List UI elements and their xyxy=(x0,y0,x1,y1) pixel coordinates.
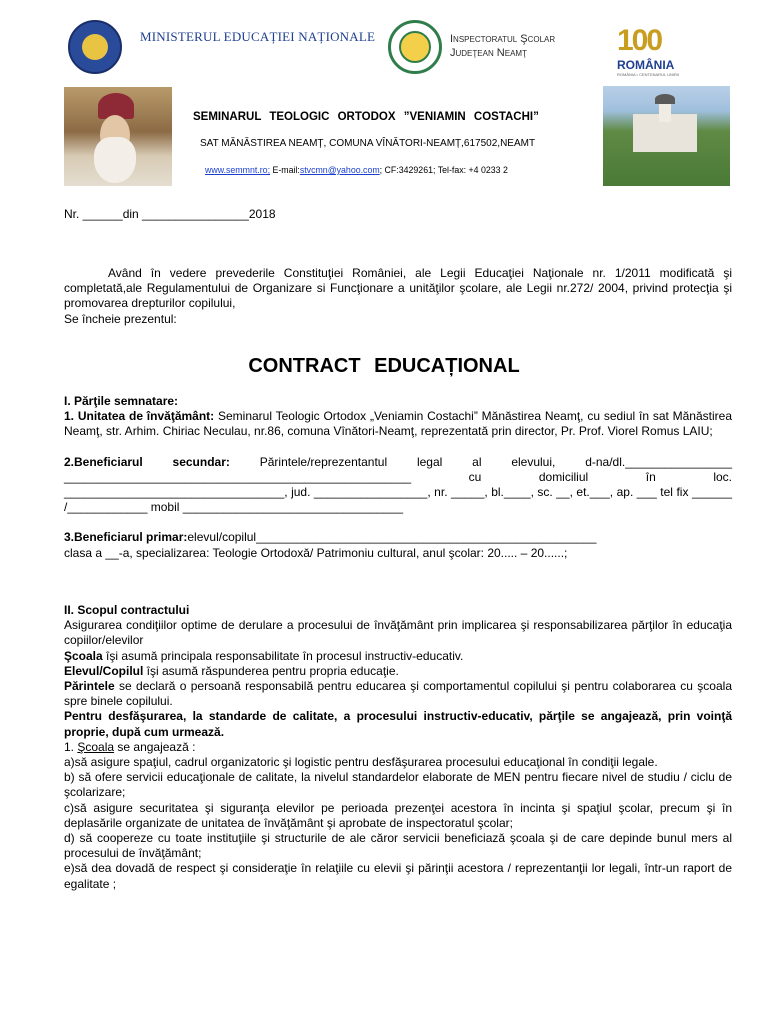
commitment-item-d: d) să coopereze cu toate instituţiile şi structurile de ale căror servicii beneficiază şcoala şi de care depinde bunul mers al procesului de învăţământ; xyxy=(64,831,732,861)
institution-contact xyxy=(205,165,508,175)
party-2 xyxy=(64,455,732,516)
school-responsibility xyxy=(64,649,732,664)
commit-rest: se angajează : xyxy=(114,739,196,754)
centenary-word: ROMÂNIA xyxy=(617,58,675,72)
government-seal-logo xyxy=(68,20,122,74)
party-3-class: clasa a __-a, specializarea: Teologie Ortodoxă/ Patrimoniu cultural, anul şcolar: 20..... – 20......; xyxy=(64,545,568,560)
inspectorate-line-2: Judeţean Neamţ xyxy=(450,47,527,59)
centenary-subtitle: ROMÂNIA • CENTENARUL UNIRII xyxy=(617,72,680,77)
email-link[interactable]: stvcmn@yahoo.com xyxy=(299,165,380,175)
commitment-item-c: c)să asigure securitatea şi siguranţa elevilor pe perioada prezenţei acestora în incinta şi spaţiul şcolar, precum şi în deplasările organizate de unitatea de învăţământ şi aprobate de inspectoratul şcolar; xyxy=(64,800,732,830)
intro-text: Având în vedere prevederile Constituţiei României, ale Legii Educaţiei Naţionale nr. 1/2011 modificată şi completată,ale Regulamentului de Organizare si Funcţionare a unităţilor şcolare, ale Legii nr.272/ 2004, privind protecţia şi promovarea drepturilor copilului, xyxy=(64,266,732,311)
contact-details: ; CF:3429261; Tel-fax: +4 0233 2 xyxy=(379,165,508,175)
parties-heading: I. Părţile semnatare: xyxy=(64,394,179,408)
party-1-label: 1. Unitatea de învăţământ: xyxy=(64,409,215,424)
inspectorate-logo xyxy=(388,20,442,74)
party-1 xyxy=(64,409,732,439)
commit-number: 1. xyxy=(64,739,78,754)
institution-address: SAT MĂNĂSTIREA NEAMȚ, COMUNA VÎNĂTORI-NEAMȚ,617502,NEAMT xyxy=(200,138,536,149)
inspectorate-name xyxy=(450,32,555,60)
student-text: îşi asumă răspunderea pentru propria educaţie. xyxy=(143,663,399,678)
monastery-photo xyxy=(603,86,730,186)
commitment-item-e: e)să dea dovadă de respect şi consideraţie în relaţiile cu elevii şi părinţii acestora / reprezentanţii lor legali, într-un raport de egalitate ; xyxy=(64,861,732,891)
scope-text: Asigurarea condiţiilor optime de derulare a procesului de învăţământ prin implicarea şi responsabilizarea părţilor în educaţia copiilor/elevilor xyxy=(64,618,732,648)
centenary-number: 100 xyxy=(617,24,662,57)
student-responsibility xyxy=(64,664,732,679)
commitment-item-a: a)să asigure spaţiul, cadrul organizatoric şi logistic pentru desfăşurarea procesului educaţional în condiţii legale. xyxy=(64,755,658,770)
commit-school-label: Şcoala xyxy=(77,739,115,754)
website-link[interactable]: www.semmnt.ro; xyxy=(205,165,271,175)
document-number-line: Nr. ______din ________________2018 xyxy=(64,207,276,221)
email-label: E-mail: xyxy=(270,165,300,175)
document-title: CONTRACT EDUCAȚIONAL xyxy=(248,355,520,377)
intro-paragraph xyxy=(64,266,732,327)
intro-conclusion: Se încheie prezentul: xyxy=(64,311,177,326)
school-label: Şcoala xyxy=(64,648,103,663)
centenary-logo xyxy=(617,24,691,77)
commitment-item-b: b) să ofere servicii educaţionale de calitate, la nivelul standardelor elaborate de MEN pentru fiecare nivel de studiu / ciclu de şcolarizare; xyxy=(64,770,732,800)
parties-section xyxy=(64,394,732,561)
scope-section xyxy=(64,603,732,892)
parents-text: se declară o persoană responsabilă pentru educarea şi comportamentul copilului şi pentru colaborarea cu şcoala spre binele copilului. xyxy=(64,679,732,709)
commitment-statement: Pentru desfăşurarea, la standarde de calitate, a procesului instructiv-educativ, părţile se angajează, prin voinţă proprie, după cum urmează. xyxy=(64,709,732,739)
party-2-text: Părintele/reprezentantul legal al elevului, d-na/dl.________________ ____________________________________________________ cu domiciliul în loc. _________________________________, jud. _________________, nr. _____, bl.____, sc. __, et.___, ap. ___ tel fix ______ /____________ mobil _________________________________ xyxy=(64,454,732,515)
party-2-label: 2.Beneficiarul secundar: xyxy=(64,454,230,469)
scope-heading: II. Scopul contractului xyxy=(64,603,190,617)
party-3 xyxy=(64,530,732,545)
party-3-label: 3.Beneficiarul primar: xyxy=(64,530,188,545)
inspectorate-line-1: Inspectoratul Şcolar xyxy=(450,33,556,45)
school-commitments-heading xyxy=(64,740,732,755)
patron-portrait-image xyxy=(64,87,172,186)
party-1-text: Seminarul Teologic Ortodox „Veniamin Costachi” Mănăstirea Neamţ, cu sediul în sat Mănăstirea Neamţ, str. Arhim. Chiriac Neculau, nr.86, comuna Vînători-Neamţ, reprezentată prin director, Pr. Prof. Viorel Romus LAIU; xyxy=(64,409,732,439)
student-label: Elevul/Copilul xyxy=(64,663,144,678)
party-3-text: elevul/copilul___________________________________________________ xyxy=(187,530,597,545)
school-text: îşi asumă principala responsabilitate în procesul instructiv-educativ. xyxy=(102,648,464,663)
institution-name: SEMINARUL TEOLOGIC ORTODOX ”VENIAMIN COSTACHI” xyxy=(193,111,539,123)
ministry-name: MINISTERUL EDUCAȚIEI NAȚIONALE xyxy=(140,29,376,44)
parents-label: Părintele xyxy=(64,679,115,694)
parent-responsibility xyxy=(64,679,732,709)
